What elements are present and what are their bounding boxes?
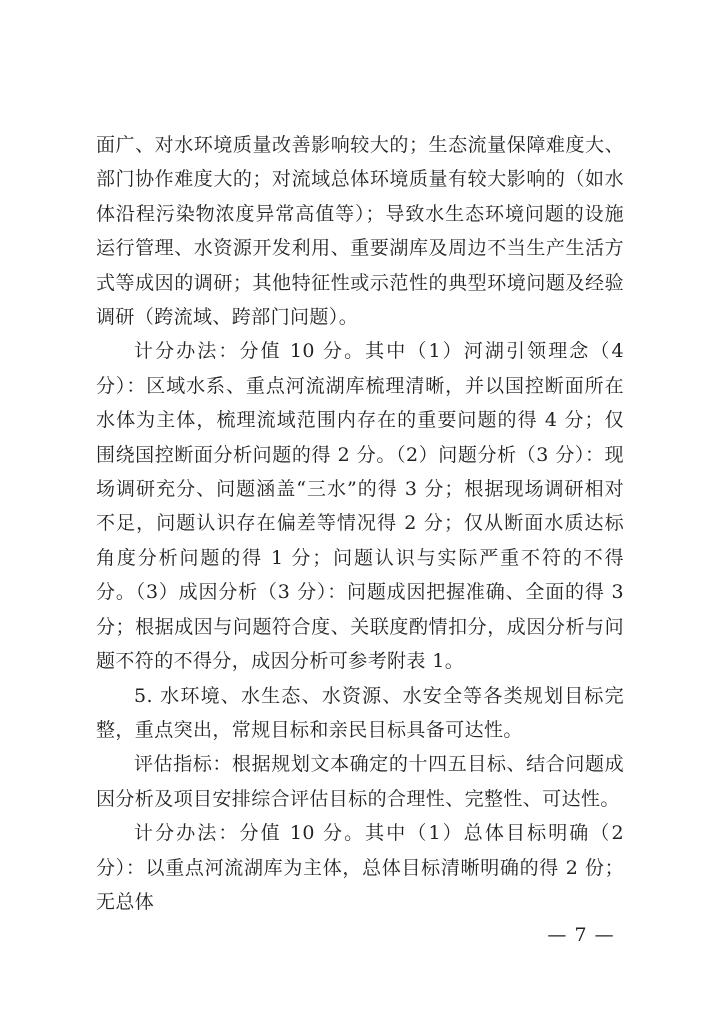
paragraph-evaluation-indicator: 评估指标：根据规划文本确定的十四五目标、结合问题成因分析及项目安排综合评估目标的合理性、完整性、可达性。 xyxy=(96,753,624,810)
paragraph-continuation: 面广、对水环境质量改善影响较大的；生态流量保障难度大、部门协作难度大的；对流域总体环境质量有较大影响的（如水体沿程污染物浓度异常高值等）；导致水生态环境问题的设施运行管理、水资源开发利用、重要湖库及周边不当生产生活方式等成因的调研；其他特征性或示范性的典型环境问题及经验调研（跨流域、跨部门问题）。 xyxy=(96,134,624,329)
paragraph-scoring-method-1: 计分办法：分值 10 分。其中（1）河湖引领理念（4 分）：区域水系、重点河流湖库梳理清晰，并以国控断面所在水体为主体，梳理流域范围内存在的重要问题的得 4 分；仅围绕国控断面分析问题的得 2 分。（2）问题分析（3 分）：现场调研充分、问题涵盖“三水”的得 3 分；根据现场调研相对不足，问题认识存在偏差等情况得 2 分；仅从断面水质达标角度分析问题的得 1 分；问题认识与实际严重不符的不得分。（3）成因分析（3 分）：问题成因把握准确、全面的得 3 分；根据成因与问题符合度、关联度酌情扣分，成因分析与问题不符的不得分，成因分析可参考附表 1。 xyxy=(96,340,624,673)
paragraph-item-5: 5. 水环境、水生态、水资源、水安全等各类规划目标完整，重点突出，常规目标和亲民目标具备可达性。 xyxy=(96,684,624,741)
document-body xyxy=(96,128,624,919)
page-number: — 7 — xyxy=(547,924,615,946)
paragraph-scoring-method-2: 计分办法：分值 10 分。其中（1）总体目标明确（2 分）：以重点河流湖库为主体，总体目标清晰明确的得 2 份；无总体 xyxy=(96,822,624,913)
